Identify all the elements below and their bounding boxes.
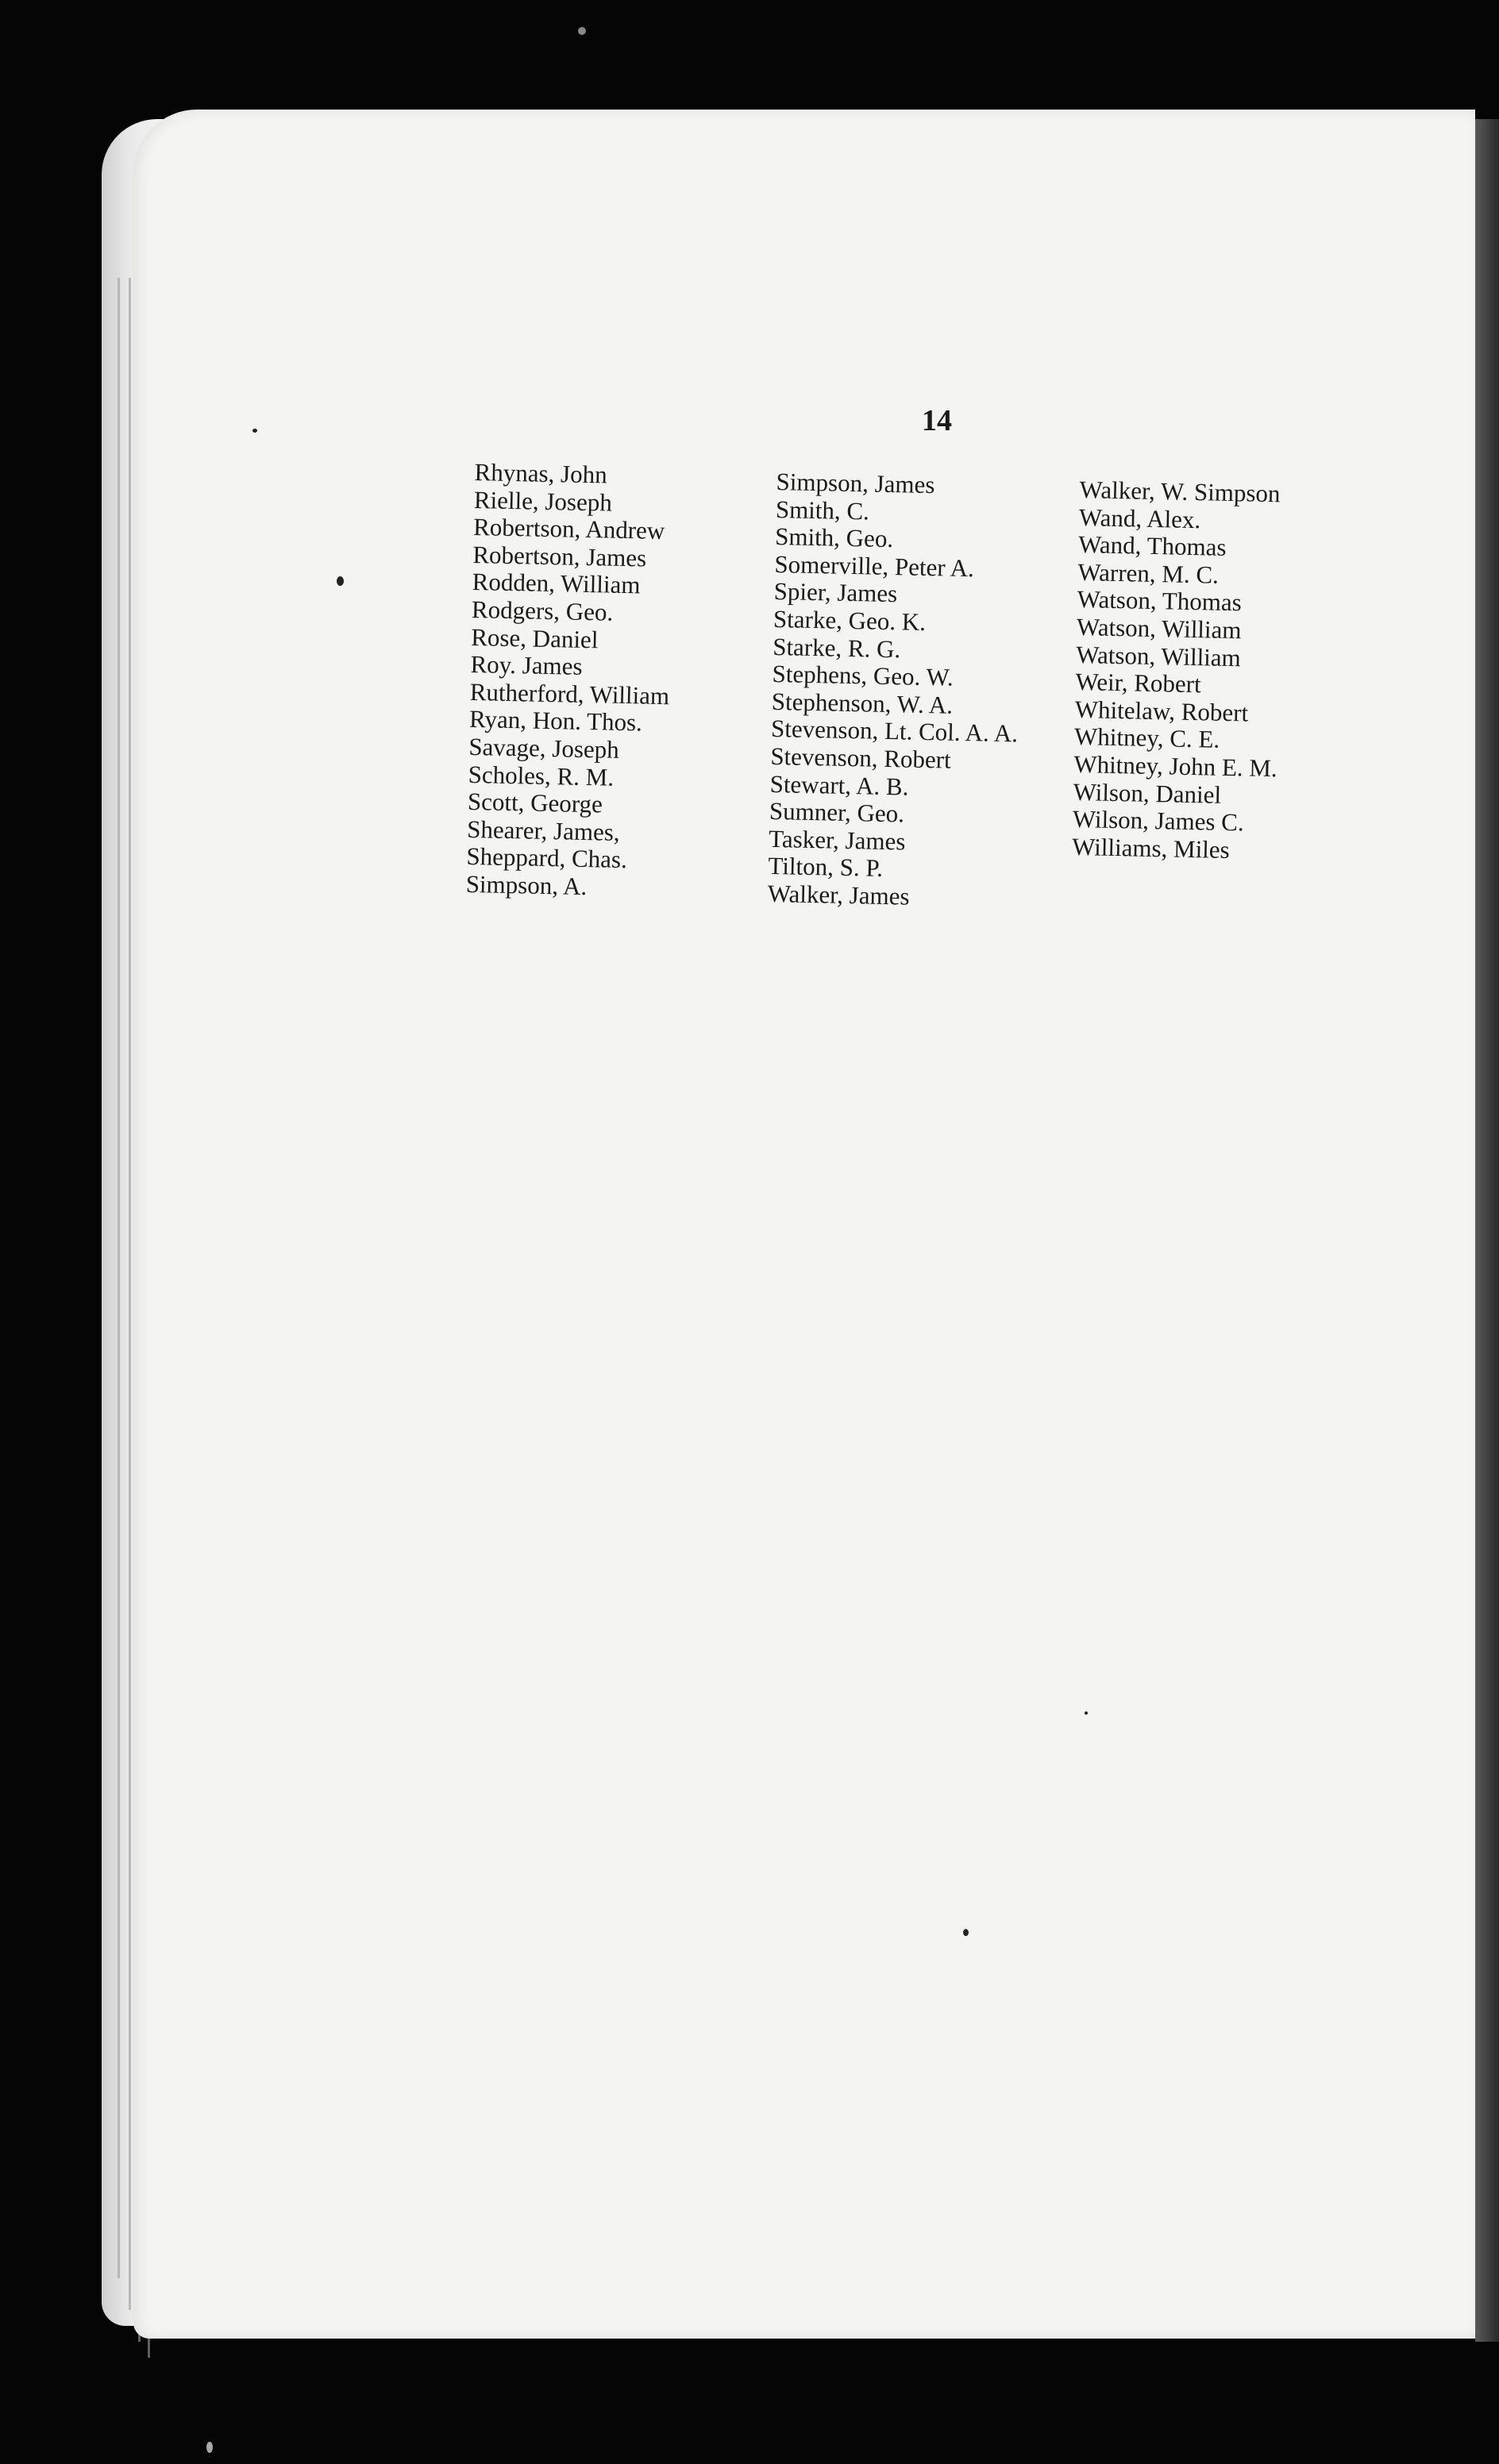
name-entry: Williams, Miles xyxy=(1071,832,1231,864)
name-entry: Sumner, Geo. xyxy=(769,797,905,828)
name-entry: Simpson, A. xyxy=(465,869,588,900)
name-entry: Rodden, William xyxy=(472,568,641,599)
name-entry: Watson, William xyxy=(1076,612,1242,645)
name-entry: Stevenson, Lt. Col. A. A. xyxy=(770,714,1019,748)
name-entry: Smith, C. xyxy=(775,495,870,526)
name-entry: Tilton, S. P. xyxy=(768,852,884,883)
page-edge-line xyxy=(129,278,131,2310)
name-entry: Watson, William xyxy=(1075,640,1242,672)
ink-speck xyxy=(206,2442,213,2453)
page-number: 14 xyxy=(922,404,952,437)
name-entry: Simpson, James xyxy=(776,468,935,499)
name-entry: Robertson, James xyxy=(472,540,647,572)
name-entry: Rhynas, John xyxy=(474,458,608,489)
document-page xyxy=(133,110,1475,2339)
name-entry: Walker, James xyxy=(767,879,910,911)
name-entry: Robertson, Andrew xyxy=(472,513,665,545)
name-column-3 xyxy=(1072,476,1283,865)
name-entry: Stephens, Geo. W. xyxy=(772,660,954,691)
name-entry: Walker, W. Simpson xyxy=(1079,475,1281,508)
name-entry: Wand, Alex. xyxy=(1078,502,1201,533)
name-entry: Stewart, A. B. xyxy=(769,769,909,801)
name-entry: Sheppard, Chas. xyxy=(466,842,628,874)
name-entry: Whitney, John E. M. xyxy=(1073,749,1278,783)
name-entry: Wand, Thomas xyxy=(1077,530,1227,562)
ink-speck xyxy=(252,429,257,433)
name-entry: Watson, Thomas xyxy=(1077,585,1243,617)
ink-speck xyxy=(1085,1711,1088,1715)
name-entry: Wilson, Daniel xyxy=(1073,777,1222,809)
name-column-2 xyxy=(767,468,1023,913)
name-entry: Whitney, C. E. xyxy=(1073,722,1220,754)
name-entry: Savage, Joseph xyxy=(468,732,620,764)
name-entry: Scholes, R. M. xyxy=(468,760,615,791)
name-entry: Starke, Geo. K. xyxy=(773,604,927,636)
name-column-1 xyxy=(465,459,674,903)
name-entry: Spier, James xyxy=(773,577,898,608)
name-entry: Wilson, James C. xyxy=(1072,805,1245,837)
name-entry: Weir, Robert xyxy=(1075,668,1202,699)
name-entry: Shearer, James, xyxy=(466,814,620,846)
name-entry: Whitelaw, Robert xyxy=(1074,695,1249,727)
name-entry: Stevenson, Robert xyxy=(770,741,952,774)
name-entry: Rodgers, Geo. xyxy=(471,595,614,626)
name-entry: Warren, M. C. xyxy=(1077,557,1220,589)
ink-speck xyxy=(578,27,586,35)
name-entry: Rielle, Joseph xyxy=(473,485,613,517)
name-entry: Somerville, Peter A. xyxy=(774,549,975,583)
ink-speck xyxy=(337,576,344,586)
name-entry: Rutherford, William xyxy=(469,677,670,710)
name-entry: Rose, Daniel xyxy=(470,622,599,653)
name-entry: Tasker, James xyxy=(768,824,906,856)
page-edge-line xyxy=(118,278,120,2278)
name-entry: Starke, R. G. xyxy=(772,632,901,663)
name-entry: Stephenson, W. A. xyxy=(771,687,954,719)
ink-speck xyxy=(963,1929,969,1936)
name-entry: Smith, Geo. xyxy=(774,522,894,553)
name-entry: Scott, George xyxy=(467,787,603,818)
next-page-edge xyxy=(1475,119,1499,2342)
name-entry: Roy. James xyxy=(470,650,583,681)
name-entry: Ryan, Hon. Thos. xyxy=(468,705,643,737)
